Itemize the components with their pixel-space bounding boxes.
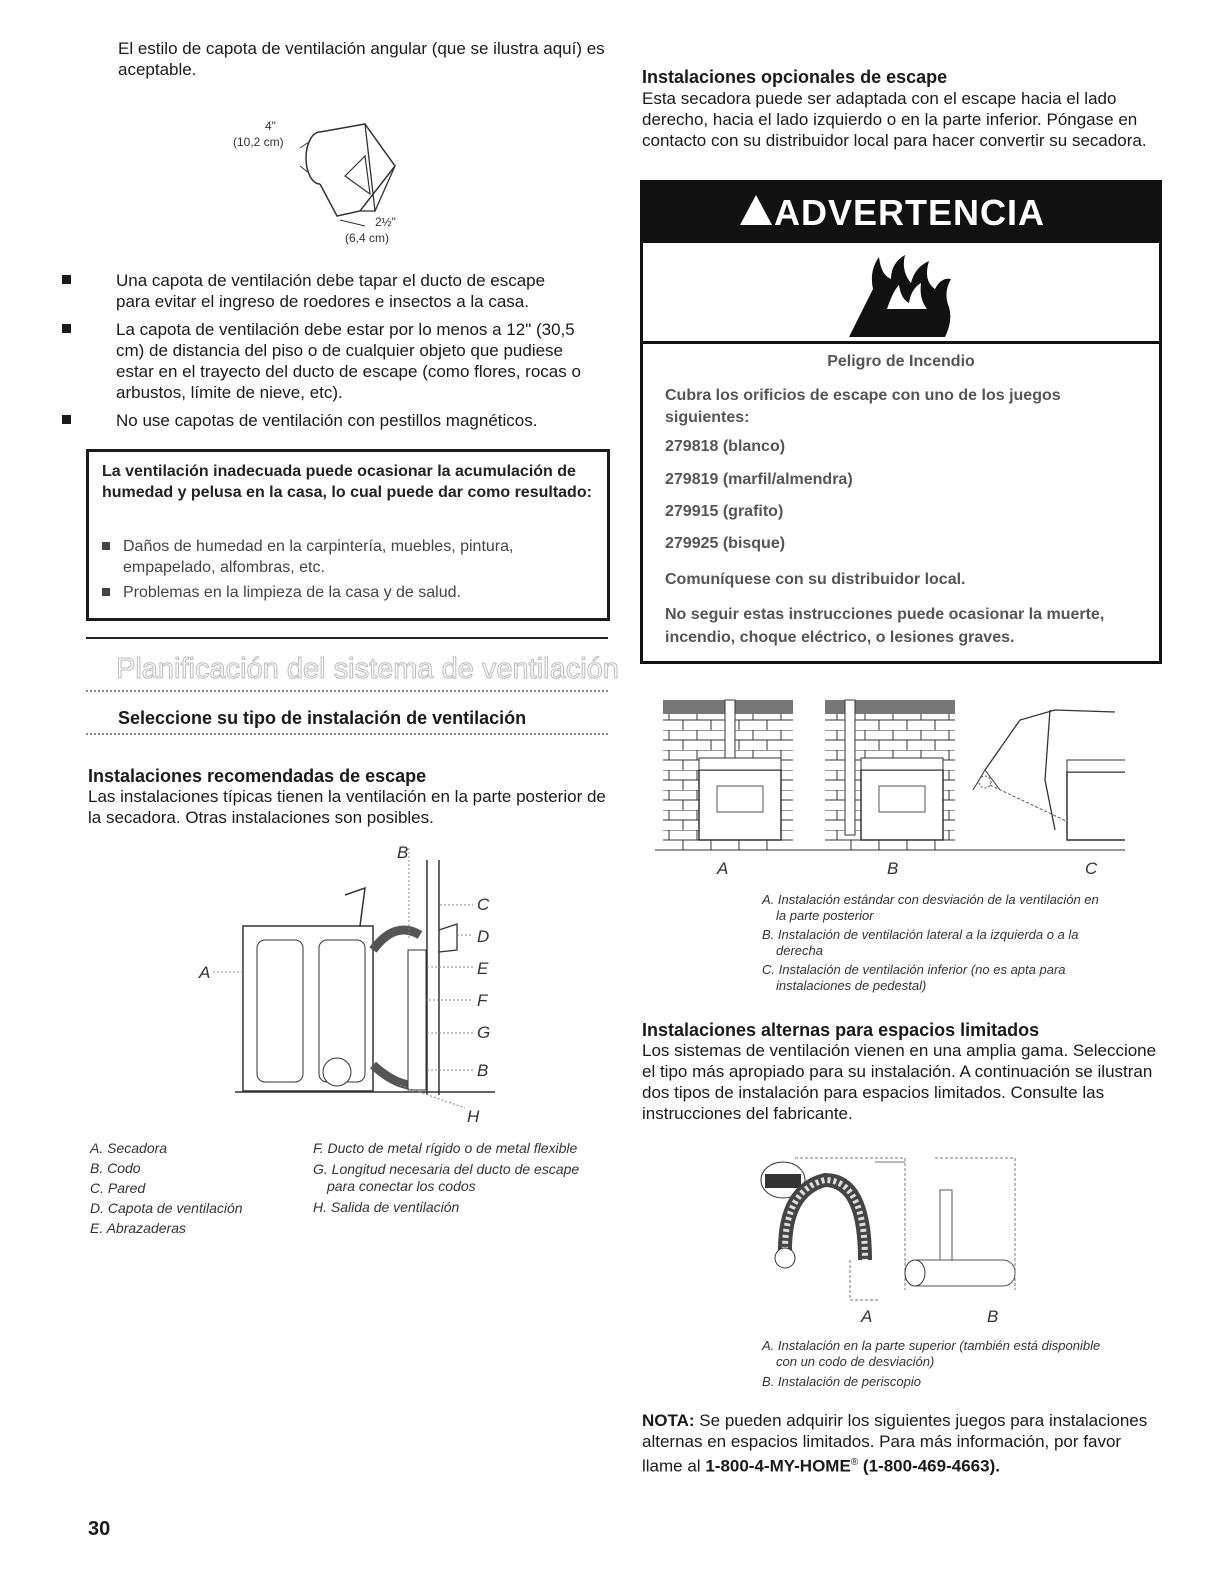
dim-top-label: 4" [265,119,276,133]
legend-item: C. Pared [90,1180,146,1196]
limited-captions [762,1338,1112,1390]
warning-kit: 279818 (blanco) [665,438,786,455]
optional-body: Esta secadora puede ser adaptada con el escape hacia el lado derecho, hacia el lado izquierdo o en la parte inferior. Póngase en contacto con su distribuidor local para hacer convertir su secadora. [642,89,1147,150]
notice-item: Problemas en la limpieza de la casa y de salud. [102,582,592,603]
notice-heading: La ventilación inadecuada puede ocasionar la acumulación de humedad y pelusa en la casa, lo cual puede dar como resultado: [102,463,592,501]
caption-item: B. Instalación de periscopio [762,1374,921,1389]
diagram-label-d: D [477,927,490,946]
warning-kit: 279925 (bisque) [665,535,786,552]
page-number: 30 [88,1518,111,1540]
recommended-body: Las instalaciones típicas tienen la ventilación en la parte posterior de la secadora. Otras instalaciones son posibles. [88,787,606,827]
warning-instruction: Cubra los orificios de escape con uno de los juegos siguientes: [665,387,1061,426]
list-item: Una capota de ventilación debe tapar el ducto de escape para evitar el ingreso de roedores e insectos a la casa. [62,270,582,312]
note-paragraph [642,1410,1162,1477]
fire-icon [839,249,963,341]
legend-right [313,1140,593,1216]
diagram-label-c: C [477,895,490,914]
limited-illustration [755,1150,1035,1330]
section-divider [86,637,608,639]
limited-body: Los sistemas de ventilación vienen en una amplia gama. Seleccione el tipo más apropiado para su instalación. A continuación se ilustran dos tipos de instalación para espacios limitados. Consulte las instrucciones del fabricante. [642,1041,1157,1123]
recommended-heading: Instalaciones recomendadas de escape [88,766,427,786]
note-label: NOTA: [642,1411,695,1430]
caption-item: A. Instalación en la parte superior (también está disponible con un codo de desviación) [762,1338,1101,1369]
limited-label-a: A [861,1307,873,1326]
recommended-diagram [195,840,515,1130]
warning-box [640,180,1162,664]
legend-item: H. Salida de ventilación [313,1199,460,1215]
legend-item: F. Ducto de metal rígido o de metal flexible [313,1140,578,1156]
caption-item: C. Instalación de ventilación inferior (no es apta para instalaciones de pedestal) [762,962,1066,993]
dim-bottom-label: 2½" [375,215,396,229]
legend-item: G. Longitud necesaria del ducto de escape para conectar los codos [313,1161,580,1194]
diagram-label-h: H [467,1107,480,1126]
warning-contact: Comuníquese con su distribuidor local. [665,571,966,588]
caption-item: A. Instalación estándar con desviación de la ventilación en la parte posterior [762,892,1099,923]
diagram-label-a: A [199,963,211,982]
note-phone-brand: 1-800-4-MY-HOME [705,1456,851,1476]
section-title: Planificación del sistema de ventilación [116,653,619,685]
note-text: Se pueden adquirir los siguientes juegos para instalaciones alternas en espacios limitados. Para más información, por favor llame al [642,1411,1148,1476]
warning-triangle-icon [740,195,772,225]
note-phone-number: (1-800-469-4663). [862,1456,1000,1476]
warning-kit: 279915 (grafito) [665,503,784,520]
list-item: No use capotas de ventilación con pestillos magnéticos. [62,410,582,431]
install-label-c: C [1085,859,1098,878]
legend-left [90,1140,300,1237]
warning-consequence: No seguir estas instrucciones puede ocasionar la muerte, incendio, choque eléctrico, o lesiones graves. [665,606,1105,646]
install-label-b: B [887,859,899,878]
diagram-label-b: B [477,1061,489,1080]
diagram-label-f: F [477,991,488,1010]
legend-item: A. Secadora [90,1140,168,1156]
install-label-a: A [717,859,729,878]
vent-hood-intro: El estilo de capota de ventilación angular (que se ilustra aquí) es aceptable. [118,39,605,79]
dim-bottom-cm-label: (6,4 cm) [345,231,390,245]
section-dotted-bottom [86,733,608,735]
limited-label-b: B [987,1307,999,1326]
warning-rule [643,341,1159,344]
warning-title: ADVERTENCIA [774,192,1046,233]
diagram-label-b-top: B [397,843,409,862]
note-reg-mark: ® [850,1457,859,1468]
legend-item: E. Abrazaderas [90,1220,186,1236]
legend-item: D. Capota de ventilación [90,1200,243,1216]
caption-item: B. Instalación de ventilación lateral a la izquierda o a la derecha [762,927,1079,958]
install-types-illustration [655,690,1125,880]
install-types-captions [762,892,1102,994]
notice-item: Daños de humedad en la carpintería, muebles, pintura, empapelado, alfombras, etc. [102,536,592,578]
optional-heading: Instalaciones opcionales de escape [642,67,948,87]
limited-heading: Instalaciones alternas para espacios limitados [642,1020,1040,1040]
dim-top-cm-label: (10,2 cm) [233,135,284,149]
warning-header [643,183,1159,243]
section-dotted-top [86,690,608,692]
warning-hazard: Peligro de Incendio [827,353,975,370]
diagram-label-e: E [477,959,489,978]
list-item: La capota de ventilación debe estar por lo menos a 12" (30,5 cm) de distancia del piso o de cualquier objeto que pudiese estar en el trayecto del ducto de escape (como flores, rocas o arbustos, límite de nieve, etc). [62,319,582,403]
diagram-label-g: G [477,1023,491,1042]
vent-hood-illustration [225,116,445,256]
section-subtitle: Seleccione su tipo de instalación de ventilación [118,708,527,728]
warning-kit: 279819 (marfil/almendra) [665,471,853,488]
legend-item: B. Codo [90,1160,141,1176]
notice-box [86,449,610,621]
